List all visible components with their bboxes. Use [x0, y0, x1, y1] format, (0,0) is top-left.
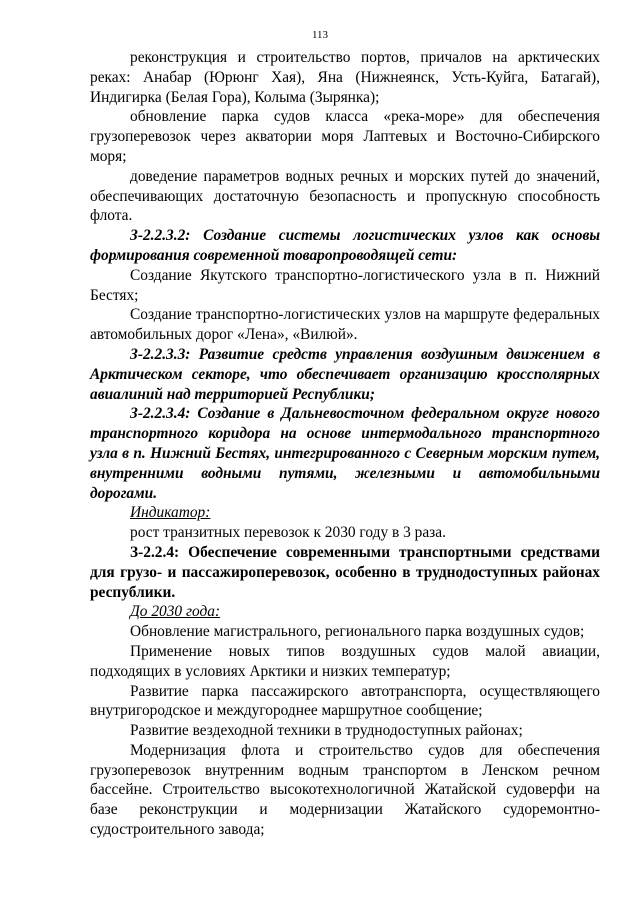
page-content [90, 48, 600, 840]
until-2030-label: До 2030 года: [130, 603, 221, 621]
paragraph-waterways: доведение параметров водных речных и морских путей до значений, обеспечивающих достаточную безопасность и пропускную способность флота. [90, 167, 600, 225]
paragraph-small-aviation: Применение новых типов воздушных судов малой авиации, подходящих в условиях Арктики и низких температур; [90, 642, 600, 680]
paragraph-fleet-modernization: Модернизация флота и строительство судов для обеспечения грузоперевозок внутренним водным транспортом в Ленском речном бассейне. Строительство высокотехнологичной Жатайской судоверфи на базе реконструкции и модернизации Жатайского судоремонтно-судостроительного завода; [90, 741, 600, 839]
paragraph-transit-growth: рост транзитных перевозок к 2030 году в 3 раза. [130, 524, 446, 542]
heading-z-2-2-3-2: З-2.2.3.2: Создание системы логистических узлов как основы формирования современной товаропроводящей сети: [90, 227, 600, 264]
heading-z-2-2-3-3: З-2.2.3.3: Развитие средств управления воздушным движением в Арктическом секторе, что обеспечивает организацию кроссполярных авиалиний над территорией Республики; [90, 345, 600, 403]
heading-z-2-2-3-4: З-2.2.3.4: Создание в Дальневосточном федеральном округе нового транспортного коридора на основе интермодального транспортного узла в п. Нижний Бестях, интегрированного с Северным морским путем, внутренними водными путями, железными и автомобильными дорогами. [90, 405, 600, 502]
paragraph-passenger-transport: Развитие парка пассажирского автотранспорта, осуществляющего внутригородское и междугороднее маршрутное сообщение; [90, 682, 600, 720]
paragraph-federal-roads-hubs: Создание транспортно-логистических узлов на маршруте федеральных автомобильных дорог «Лена», «Вилюй». [90, 306, 600, 344]
paragraph-all-terrain: Развитие вездеходной техники в труднодоступных районах; [130, 722, 523, 740]
paragraph-yakutsk-hub: Создание Якутского транспортно-логистического узла в п. Нижний Бестях; [90, 266, 600, 304]
indicator-label: Индикатор: [130, 504, 211, 522]
paragraph-fleet-river-sea: обновление парка судов класса «река-море» для обеспечения грузоперевозок через акватории моря Лаптевых и Восточно-Сибирского моря; [90, 108, 600, 165]
paragraph-aircraft-fleet: Обновление магистрального, регионального парка воздушных судов; [130, 623, 585, 641]
heading-z-2-2-4: З-2.2.4: Обеспечение современными транспортными средствами для грузо- и пассажироперевозок, особенно в труднодоступных районах республики. [90, 543, 600, 601]
page-number: 113 [311, 29, 329, 41]
paragraph-ports: реконструкция и строительство портов, причалов на арктических реках: Анабар (Юрюнг Хая), Яна (Нижнеянск, Усть-Куйга, Батагай), Индигирка (Белая Гора), Колыма (Зырянка); [90, 49, 600, 106]
